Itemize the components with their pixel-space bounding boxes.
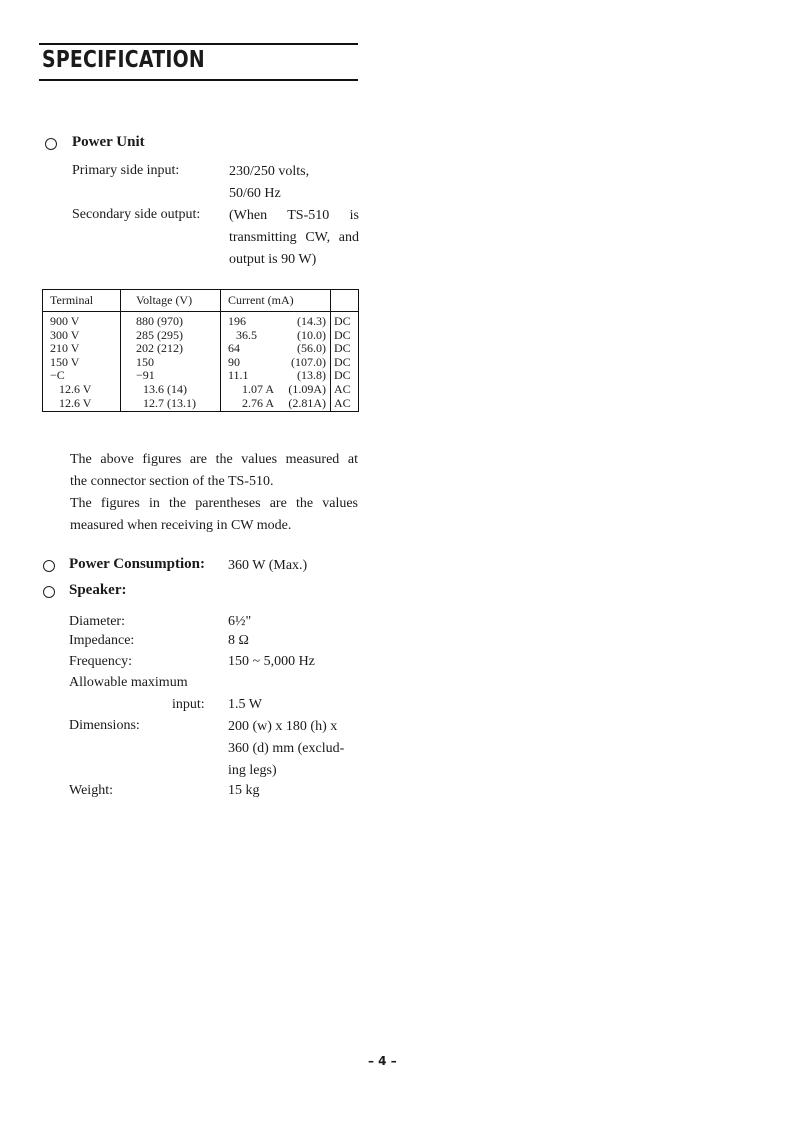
terminal-cell: 150 V bbox=[43, 356, 121, 370]
type-cell: DC bbox=[331, 312, 359, 329]
primary-side-input-value bbox=[229, 161, 359, 205]
note-line: The figures in the parentheses are the values bbox=[70, 496, 358, 511]
current-cell bbox=[221, 342, 331, 356]
current-cell bbox=[221, 356, 331, 370]
bullet-circle-icon bbox=[45, 138, 57, 150]
current-cw-value: (2.81A) bbox=[288, 395, 326, 410]
terminal-cell: 210 V bbox=[43, 342, 121, 356]
type-cell: DC bbox=[331, 356, 359, 370]
current-value: 36.5 bbox=[236, 327, 257, 342]
title-rule-top bbox=[39, 43, 358, 45]
diameter-label: Diameter: bbox=[69, 614, 125, 629]
table-row bbox=[43, 342, 359, 356]
dimensions-line: ing legs) bbox=[228, 763, 277, 778]
col-header-type bbox=[331, 290, 359, 312]
current-cell bbox=[221, 329, 331, 343]
current-cell bbox=[221, 312, 331, 329]
type-cell: DC bbox=[331, 329, 359, 343]
type-cell: AC bbox=[331, 397, 359, 412]
current-value: 196 bbox=[228, 314, 246, 328]
page-number: – 4 – bbox=[368, 1054, 397, 1068]
section-heading-power-unit: Power Unit bbox=[72, 134, 145, 150]
primary-line: 50/60 Hz bbox=[229, 186, 281, 201]
allowable-maximum-label: Allowable maximum bbox=[69, 675, 188, 690]
voltage-cell: 150 bbox=[121, 356, 221, 370]
secondary-line: output is 90 W) bbox=[229, 252, 317, 267]
dimensions-line: 200 (w) x 180 (h) x bbox=[228, 719, 338, 734]
allowable-input-label: input: bbox=[172, 697, 205, 712]
dimensions-label: Dimensions: bbox=[69, 718, 140, 733]
terminal-cell: 12.6 V bbox=[43, 397, 121, 412]
title-rule-bottom bbox=[39, 79, 358, 81]
type-cell: DC bbox=[331, 369, 359, 383]
terminal-cell: 900 V bbox=[43, 312, 121, 329]
dimensions-line: 360 (d) mm (exclud- bbox=[228, 741, 345, 756]
primary-line: 230/250 volts, bbox=[229, 164, 310, 179]
table-row bbox=[43, 356, 359, 370]
weight-value: 15 kg bbox=[228, 783, 260, 798]
table-body bbox=[43, 312, 359, 412]
voltage-cell: 202 (212) bbox=[121, 342, 221, 356]
type-cell: AC bbox=[331, 383, 359, 397]
current-cell bbox=[221, 369, 331, 383]
current-cell bbox=[221, 383, 331, 397]
table-row bbox=[43, 383, 359, 397]
current-value: 11.1 bbox=[228, 368, 249, 383]
note-line: measured when receiving in CW mode. bbox=[70, 518, 292, 533]
table-row bbox=[43, 312, 359, 329]
power-consumption-value: 360 W (Max.) bbox=[228, 558, 308, 573]
terminal-cell: −C bbox=[43, 369, 121, 383]
impedance-label: Impedance: bbox=[69, 633, 135, 648]
bullet-circle-icon bbox=[43, 586, 55, 598]
current-cw-value: (1.09A) bbox=[288, 381, 326, 396]
frequency-value: 150 ~ 5,000 Hz bbox=[228, 654, 315, 669]
diameter-value: 6½" bbox=[228, 614, 252, 629]
secondary-line: (When TS-510 is bbox=[229, 208, 359, 223]
type-cell: DC bbox=[331, 342, 359, 356]
table-row bbox=[43, 369, 359, 383]
voltage-current-table bbox=[42, 289, 359, 412]
current-cell bbox=[221, 397, 331, 412]
primary-side-input-label: Primary side input: bbox=[72, 163, 180, 178]
table-row bbox=[43, 397, 359, 412]
secondary-side-output-label: Secondary side output: bbox=[72, 207, 201, 222]
current-value: 2.76 A bbox=[242, 395, 275, 410]
section-heading-power-consumption: Power Consumption: bbox=[69, 556, 205, 572]
impedance-value: 8 Ω bbox=[228, 633, 249, 648]
col-header-terminal: Terminal bbox=[43, 290, 121, 312]
current-value: 1.07 A bbox=[242, 381, 275, 396]
voltage-cell: 12.7 (13.1) bbox=[121, 397, 221, 412]
terminal-cell: 300 V bbox=[43, 329, 121, 343]
dimensions-value bbox=[228, 716, 358, 782]
current-cw-value: (13.8) bbox=[297, 368, 326, 383]
table-notes bbox=[70, 449, 358, 537]
col-header-current: Current (mA) bbox=[221, 290, 331, 312]
secondary-line: transmitting CW, and bbox=[229, 230, 359, 245]
current-cw-value: (10.0) bbox=[297, 327, 326, 342]
voltage-cell: −91 bbox=[121, 369, 221, 383]
page-title: SPECIFICATION bbox=[42, 47, 205, 73]
current-value: 90 bbox=[228, 354, 240, 369]
note-line: the connector section of the TS-510. bbox=[70, 474, 274, 489]
allowable-input-value: 1.5 W bbox=[228, 697, 262, 712]
frequency-label: Frequency: bbox=[69, 654, 132, 669]
weight-label: Weight: bbox=[69, 783, 113, 798]
current-cw-value: (107.0) bbox=[291, 354, 326, 369]
table-row bbox=[43, 329, 359, 343]
voltage-cell: 13.6 (14) bbox=[121, 383, 221, 397]
table-header-row bbox=[43, 290, 359, 312]
section-heading-speaker: Speaker: bbox=[69, 582, 127, 598]
terminal-cell: 12.6 V bbox=[43, 383, 121, 397]
bullet-circle-icon bbox=[43, 560, 55, 572]
voltage-cell: 285 (295) bbox=[121, 329, 221, 343]
current-cw-value: (14.3) bbox=[297, 314, 326, 328]
current-cw-value: (56.0) bbox=[297, 341, 326, 356]
secondary-side-output-value bbox=[229, 205, 359, 271]
current-value: 64 bbox=[228, 341, 240, 356]
voltage-cell: 880 (970) bbox=[121, 312, 221, 329]
note-line: The above figures are the values measured at bbox=[70, 452, 358, 467]
col-header-voltage: Voltage (V) bbox=[121, 290, 221, 312]
